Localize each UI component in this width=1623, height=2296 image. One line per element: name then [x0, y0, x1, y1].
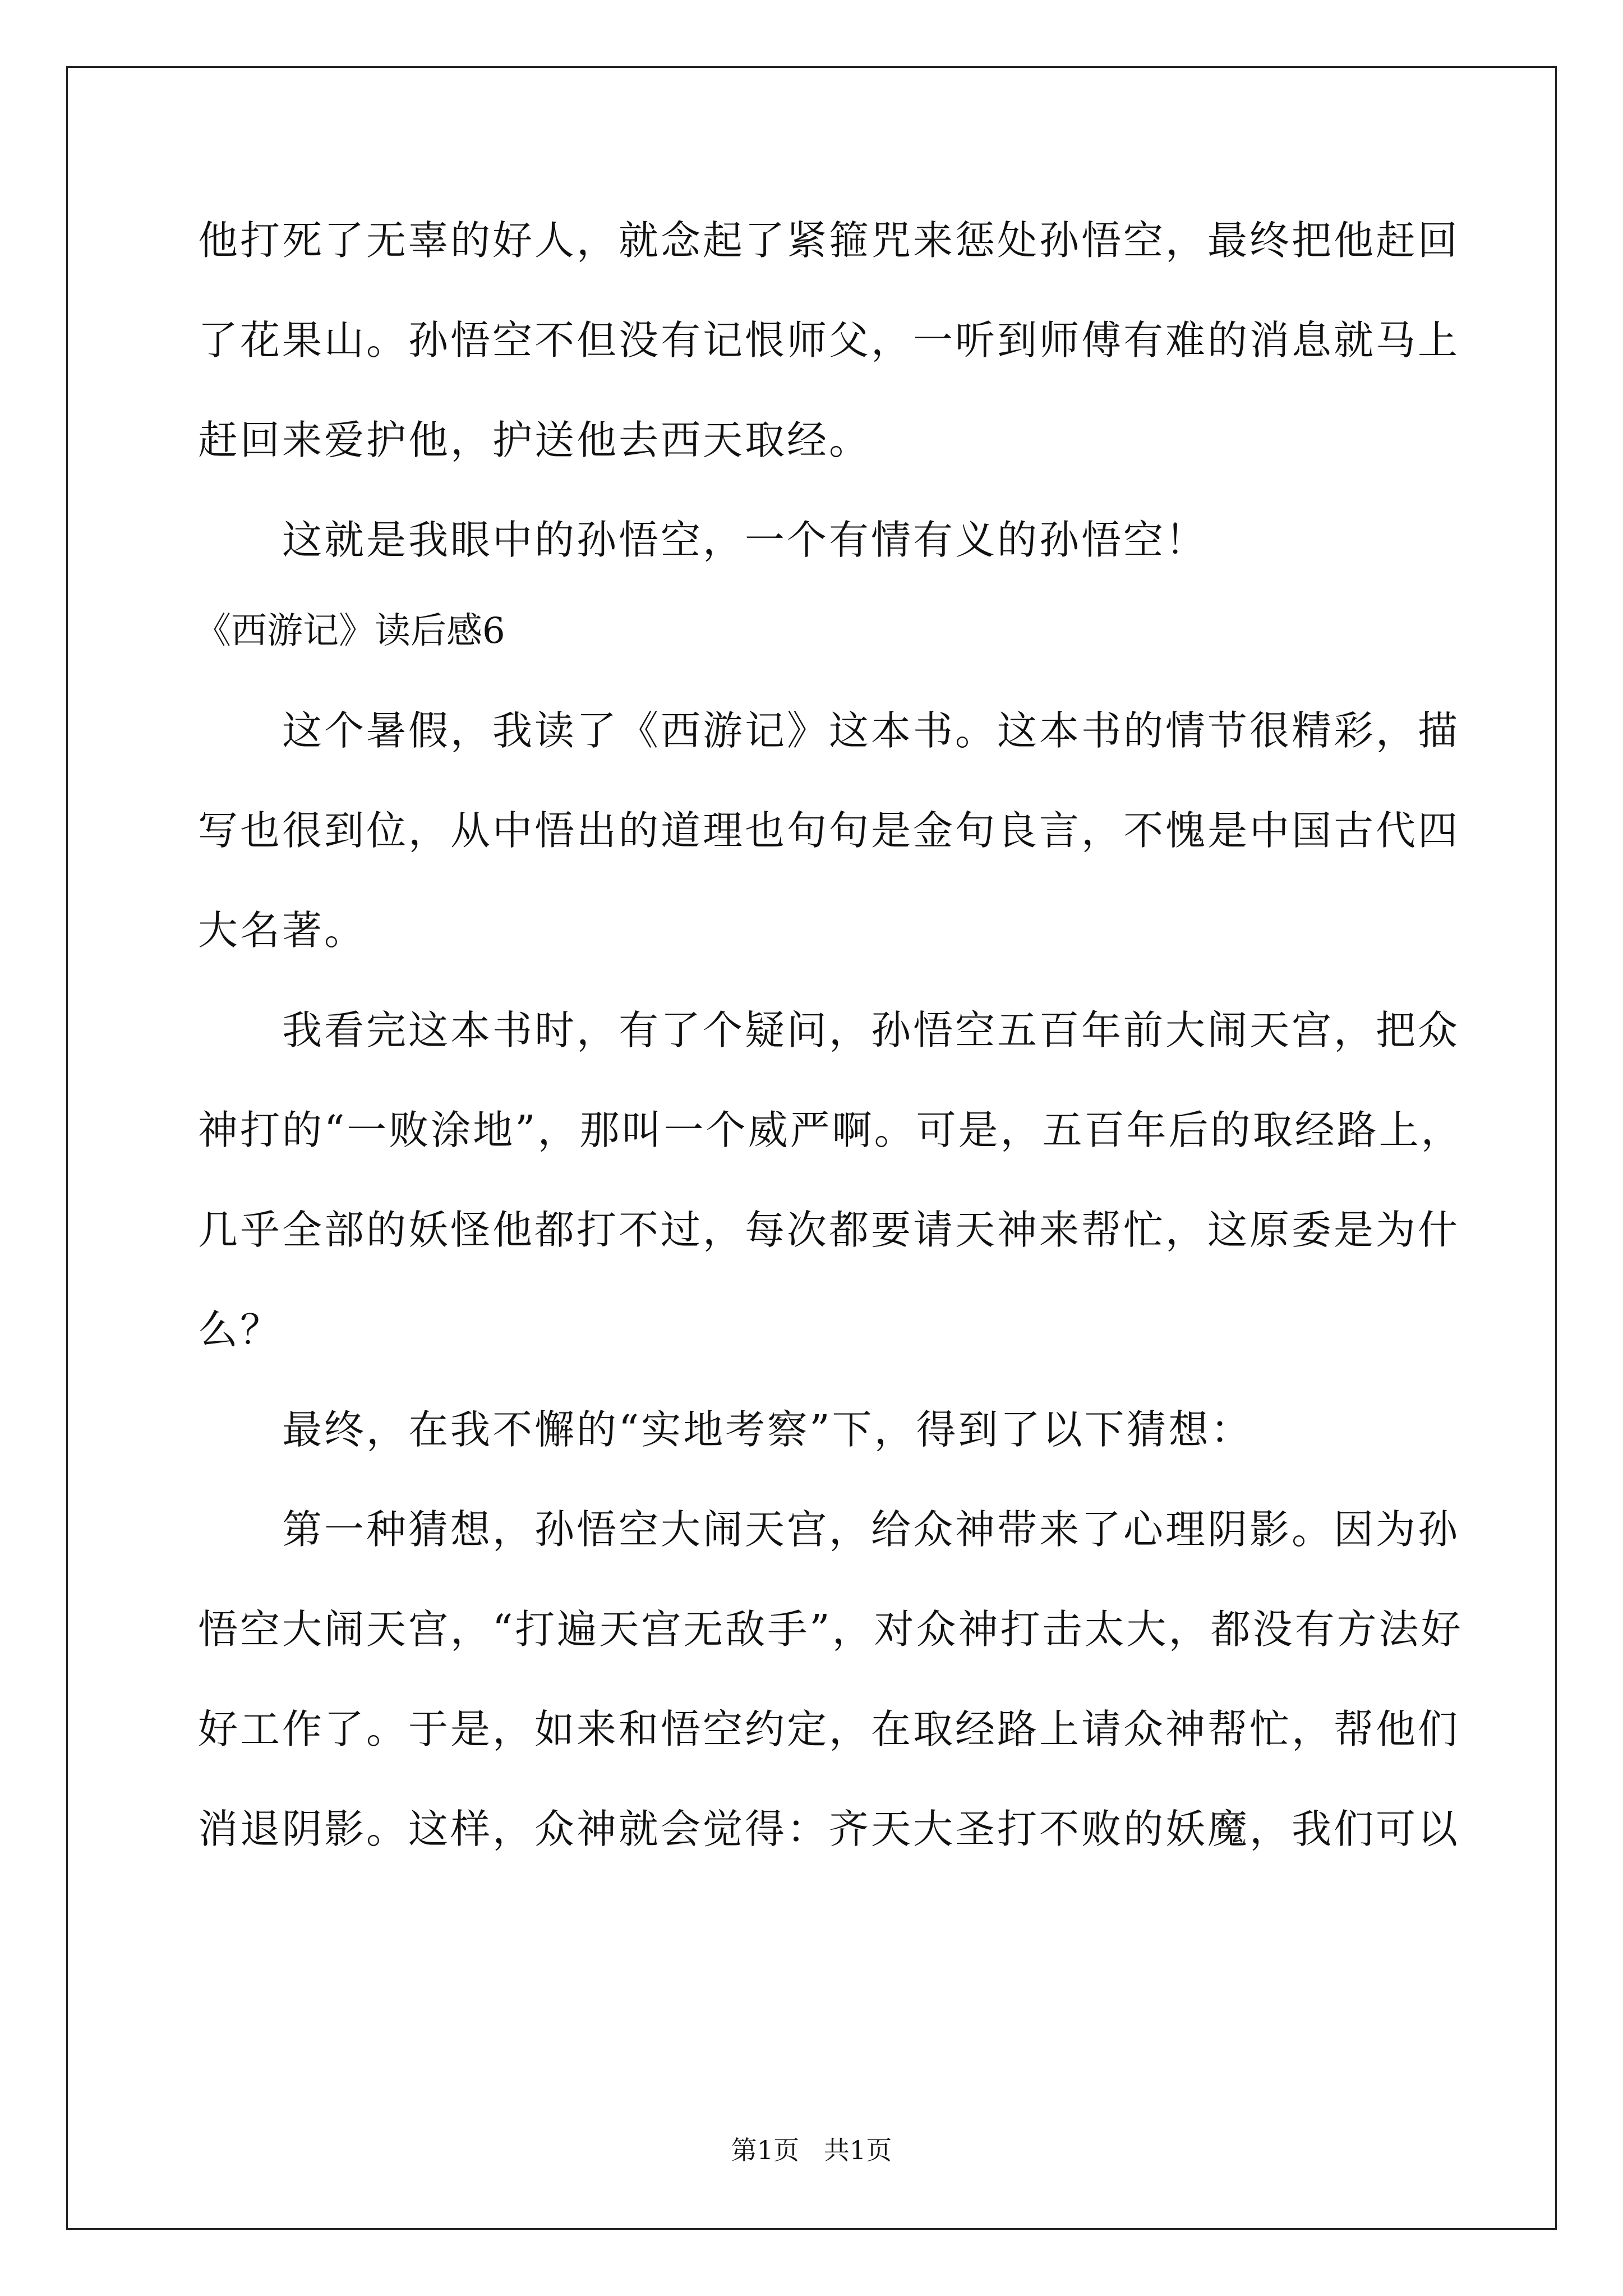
- text-line: 好工作了。于是，如来和悟空约定，在取经路上请众神帮忙，帮他们: [198, 1706, 1460, 1752]
- text-line: 大名著。: [198, 907, 367, 954]
- text-line: 最终，在我不懈的“实地考察”下，得到了以下猜想：: [282, 1406, 1253, 1453]
- text-line: 赶回来爱护他，护送他去西天取经。: [198, 417, 872, 463]
- text-line: 神打的“一败涂地”，那叫一个威严啊。可是，五百年后的取经路上，: [198, 1107, 1463, 1153]
- text-line: 消退阴影。这样，众神就会觉得：齐天大圣打不败的妖魔，我们可以: [198, 1806, 1460, 1852]
- text-line: 么？: [198, 1306, 283, 1353]
- text-line: 几乎全部的妖怪他都打不过，每次都要请天神来帮忙，这原委是为什: [198, 1207, 1460, 1253]
- page-footer: 第1页 共1页: [731, 2135, 892, 2165]
- section-heading: 《西游记》读后感6: [195, 610, 505, 652]
- text-line: 悟空大闹天宫，“打遍天宫无敌手”，对众神打击太大，都没有方法好: [198, 1606, 1463, 1653]
- text-line: 写也很到位，从中悟出的道理也句句是金句良言，不愧是中国古代四: [198, 807, 1460, 854]
- text-line: 他打死了无辜的好人，就念起了紧箍咒来惩处孙悟空，最终把他赶回: [198, 217, 1460, 264]
- text-line: 了花果山。孙悟空不但没有记恨师父，一听到师傅有难的消息就马上: [198, 317, 1460, 364]
- text-line: 我看完这本书时，有了个疑问，孙悟空五百年前大闹天宫，把众: [282, 1007, 1460, 1053]
- text-line: 第一种猜想，孙悟空大闹天宫，给众神带来了心理阴影。因为孙: [282, 1506, 1460, 1553]
- text-line: 这个暑假，我读了《西游记》这本书。这本书的情节很精彩，描: [282, 707, 1460, 754]
- text-line: 这就是我眼中的孙悟空，一个有情有义的孙悟空！: [282, 517, 1208, 563]
